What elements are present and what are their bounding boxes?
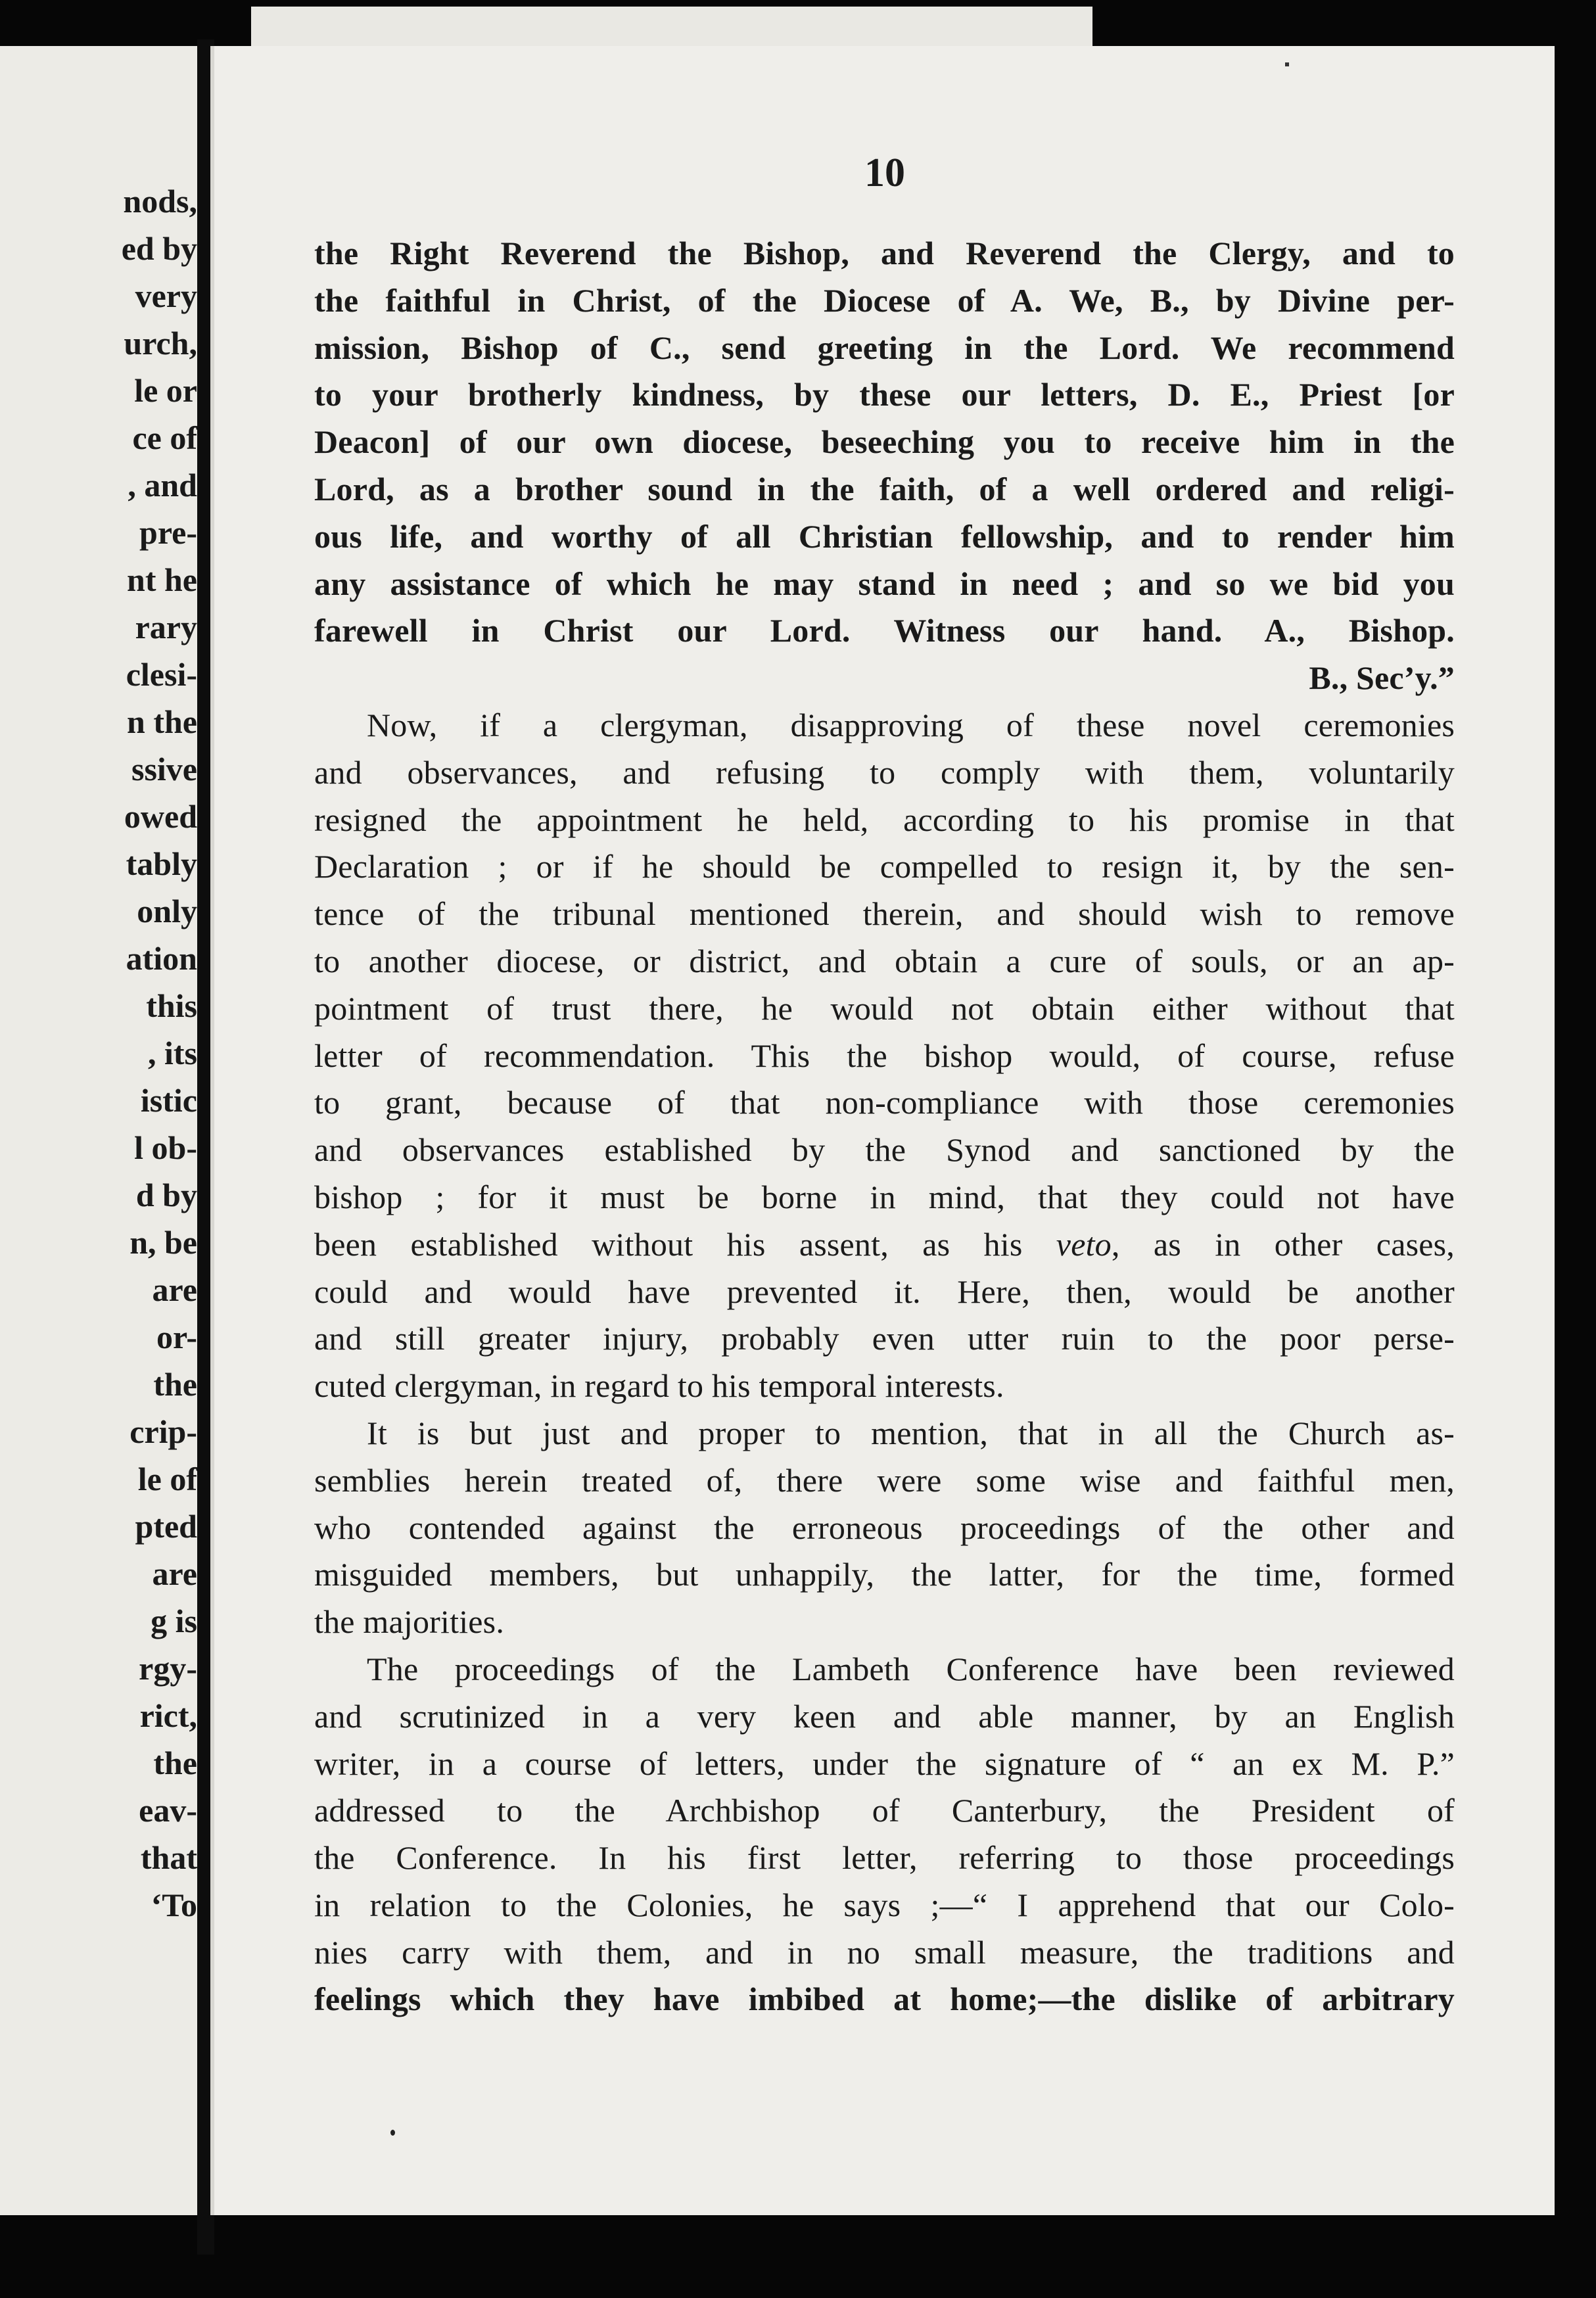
text-line: nies carry with them, and in no small measure, the traditions and: [314, 1933, 1455, 1971]
left-line: ssive: [131, 751, 197, 787]
left-page: [0, 46, 204, 2215]
left-line: istic: [140, 1082, 197, 1119]
left-line: the: [153, 1366, 197, 1403]
left-line: ce of: [132, 419, 197, 456]
left-line: le or: [134, 372, 197, 409]
text-line: to your brotherly kindness, by these our letters, D. E., Priest [or: [314, 376, 1455, 413]
text-line: cuted clergyman, in regard to his temporal interests.: [314, 1367, 1004, 1405]
text-line: the Conference. In his first letter, referring to those proceedings: [314, 1839, 1455, 1877]
text-line: addressed to the Archbishop of Canterbury, the President of: [314, 1792, 1455, 1829]
text-line: any assistance of which he may stand in need ; and so we bid you: [314, 565, 1455, 602]
left-line: very: [135, 277, 197, 314]
signature-line: B., Sec’y.”: [1309, 659, 1455, 697]
left-line: rgy-: [139, 1650, 197, 1687]
left-line: n the: [127, 703, 197, 740]
text-line: Now, if a clergyman, disapproving of these novel ceremonies: [367, 706, 1455, 743]
text-line: The proceedings of the Lambeth Conference have been reviewed: [367, 1650, 1455, 1687]
text-line: and scrutinized in a very keen and able manner, by an English: [314, 1697, 1455, 1735]
left-line: , and: [128, 467, 197, 504]
scan-speck: [390, 2130, 395, 2136]
left-line: nods,: [123, 183, 197, 220]
text-line: farewell in Christ our Lord. Witness our hand. A., Bishop.: [314, 612, 1455, 649]
text-line: Deacon] of our own diocese, beseeching you to receive him in the: [314, 423, 1455, 461]
left-line: clesi-: [126, 656, 197, 693]
left-line: n, be: [129, 1224, 197, 1261]
text-line: writer, in a course of letters, under the signature of “ an ex M. P.”: [314, 1745, 1455, 1782]
left-line: ation: [126, 940, 197, 977]
text-line: to another diocese, or district, and obtain a cure of souls, or an ap-: [314, 942, 1455, 979]
text-line: resigned the appointment he held, according to his promise in that: [314, 801, 1455, 838]
text-line: tence of the tribunal mentioned therein, and should wish to remove: [314, 895, 1455, 933]
text-line: in relation to the Colonies, he says ;—“ I apprehend that our Colo-: [314, 1886, 1455, 1923]
text-line: Lord, as a brother sound in the faith, of a well ordered and religi-: [314, 470, 1455, 507]
left-line: l ob-: [134, 1129, 197, 1166]
left-line: tably: [126, 845, 197, 882]
left-line: rary: [135, 609, 197, 645]
text-line: and still greater injury, probably even utter ruin to the poor perse-: [314, 1320, 1455, 1357]
left-line: d by: [135, 1177, 197, 1213]
emphasis-veto: veto: [1056, 1225, 1112, 1263]
text-line: and observances established by the Synod and sanctioned by the: [314, 1131, 1455, 1169]
left-page-text: [0, 177, 197, 1929]
scan-speck: [1285, 62, 1289, 66]
left-line: ‘To: [151, 1887, 197, 1923]
text-line: letter of recommendation. This the bishop would, of course, refuse: [314, 1037, 1455, 1074]
left-line: , its: [148, 1035, 197, 1071]
left-line: owed: [124, 798, 197, 835]
left-line: the: [153, 1745, 197, 1781]
text-line: mission, Bishop of C., send greeting in the Lord. We recommend: [314, 329, 1455, 366]
left-line: this: [146, 987, 197, 1024]
text-line: ous life, and worthy of all Christian fellowship, and to render him: [314, 517, 1455, 555]
text-line: misguided members, but unhappily, the latter, for the time, formed: [314, 1556, 1455, 1593]
page-number: 10: [864, 151, 905, 195]
left-line: rict,: [139, 1697, 197, 1734]
left-line: pted: [135, 1508, 197, 1545]
text-line: Declaration ; or if he should be compelled to resign it, by the sen-: [314, 848, 1455, 885]
left-line: crip-: [129, 1413, 197, 1450]
text-line: bishop ; for it must be borne in mind, that they could not have: [314, 1178, 1455, 1215]
text-line: semblies herein treated of, there were some wise and faithful men,: [314, 1461, 1455, 1499]
text-line: been established without his assent, as his veto, as in other cases,: [314, 1225, 1455, 1263]
text-line: to grant, because of that non-compliance with those ceremonies: [314, 1084, 1455, 1121]
left-line: eav-: [139, 1792, 197, 1829]
text-line: the majorities.: [314, 1603, 505, 1641]
page-body: [314, 230, 1455, 2023]
text-line: feelings which they have imbibed at home;—the dislike of arbitrary: [314, 1981, 1455, 2018]
text-line: the Right Reverend the Bishop, and Reverend the Clergy, and to: [314, 235, 1455, 271]
text-line: could and would have prevented it. Here, then, would be another: [314, 1273, 1455, 1310]
left-line: are: [152, 1271, 197, 1308]
text-line: who contended against the erroneous proceedings of the other and: [314, 1509, 1455, 1546]
text-line: It is but just and proper to mention, that in all the Church as-: [367, 1414, 1455, 1451]
left-line: le of: [137, 1461, 197, 1497]
left-line: only: [137, 893, 197, 929]
left-line: or-: [156, 1319, 197, 1355]
left-line: pre-: [139, 514, 197, 551]
left-line: urch,: [124, 325, 197, 362]
text-line: the faithful in Christ, of the Diocese of A. We, B., by Divine per-: [314, 281, 1455, 319]
left-line: are: [152, 1555, 197, 1592]
text-line: and observances, and refusing to comply with them, voluntarily: [314, 753, 1455, 791]
left-line: g is: [151, 1603, 197, 1639]
left-line: that: [140, 1839, 197, 1876]
left-line: ed by: [121, 230, 197, 267]
left-line: nt he: [127, 561, 197, 598]
text-line: pointment of trust there, he would not obtain either without that: [314, 989, 1455, 1027]
